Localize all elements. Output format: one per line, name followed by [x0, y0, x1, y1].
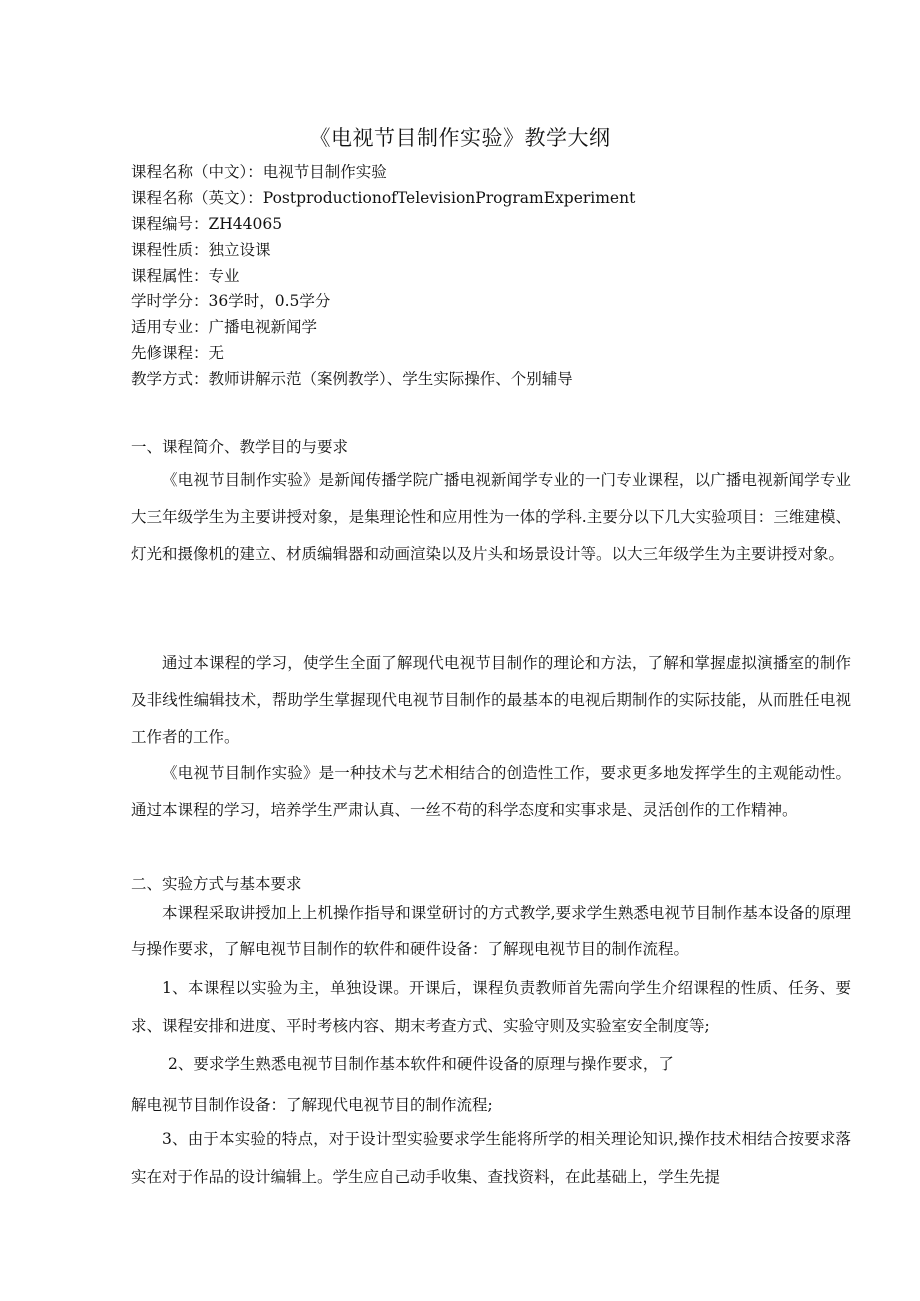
- course-info-line: [131, 315, 635, 341]
- info-label: 教学方式：: [131, 370, 209, 389]
- info-value: 36学时，0.5学分: [208, 292, 331, 311]
- info-value: 独立设课: [208, 240, 271, 259]
- info-label: 适用专业：: [131, 318, 209, 337]
- paragraph: 本课程采取讲授加上上机操作指导和课堂研讨的方式教学,要求学生熟悉电视节目制作基本设备的原理与操作要求，了解电视节目制作的软件和硬件设备：了解现电视节目的制作流程。: [131, 904, 851, 959]
- paragraph: 《电视节目制作实验》是新闻传播学院广播电视新闻学专业的一门专业课程，以广播电视新闻学专业大三年级学生为主要讲授对象，是集理论性和应用性为一体的学科.主要分以下几大实验项目：三维建模、灯光和摄像机的建立、材质编辑器和动画渲染以及片头和场景设计等。以大三年级学生为主要讲授对象。: [131, 471, 851, 563]
- course-info-line: [131, 264, 635, 290]
- course-info-line: [131, 238, 635, 264]
- course-info-line: [131, 341, 635, 367]
- list-item: 1、本课程以实验为主，单独设课。开课后，课程负责教师首先需向学生介绍课程的性质、任务、要求、课程安排和进度、平时考核内容、期末考查方式、实验守则及实验室安全制度等;: [131, 979, 851, 1035]
- info-label: 学时学分：: [131, 292, 209, 311]
- info-label: 课程编号：: [131, 214, 209, 233]
- document-title: 《电视节目制作实验》教学大纲: [309, 126, 611, 150]
- course-info-line: [131, 212, 635, 238]
- paragraph: 通过本课程的学习，使学生全面了解现代电视节目制作的理论和方法，了解和掌握虚拟演播室的制作及非线性编辑技术，帮助学生掌握现代电视节目制作的最基本的电视后期制作的实际技能，从而胜任电视工作者的工作。: [131, 654, 851, 746]
- info-value: 专业: [208, 266, 240, 285]
- info-value: 电视节目制作实验: [262, 163, 387, 181]
- list-item: 3、由于本实验的特点，对于设计型实验要求学生能将所学的相关理论知识,操作技术相结合按要求落实在对于作品的设计编辑上。学生应自己动手收集、查找资料，在此基础上，学生先提: [131, 1130, 851, 1186]
- info-label: 课程属性：: [131, 266, 209, 285]
- info-label: 先修课程：: [131, 344, 209, 363]
- info-value: ZH44065: [208, 214, 283, 233]
- info-label: 课程性质：: [131, 240, 209, 259]
- course-info-line: [131, 289, 635, 315]
- course-info-line: [131, 160, 635, 186]
- info-value: PostproductionofTelevisionProgramExperiment: [262, 188, 636, 207]
- info-value: 广播电视新闻学: [208, 318, 318, 337]
- course-info-line: [131, 186, 635, 212]
- info-label: 课程名称（中文）：: [131, 163, 263, 181]
- list-item: 2、要求学生熟悉电视节目制作基本软件和硬件设备的原理与操作要求，了: [168, 1055, 674, 1073]
- section-heading: 一、课程简介、教学目的与要求: [131, 438, 349, 456]
- course-info-block: [131, 160, 635, 393]
- list-item-continuation: 解电视节目制作设备：了解现代电视节目的制作流程;: [131, 1096, 493, 1114]
- section-heading: 二、实验方式与基本要求: [131, 875, 302, 893]
- info-value: 无: [208, 344, 225, 363]
- paragraph: 《电视节目制作实验》是一种技术与艺术相结合的创造性工作，要求更多地发挥学生的主观能动性。通过本课程的学习，培养学生严肃认真、一丝不苟的科学态度和实事求是、灵活创作的工作精神。: [131, 764, 851, 819]
- course-info-line: [131, 367, 635, 393]
- info-value: 教师讲解示范（案例教学）、学生实际操作、个别辅导: [208, 370, 573, 389]
- info-label: 课程名称（英文）：: [131, 188, 263, 207]
